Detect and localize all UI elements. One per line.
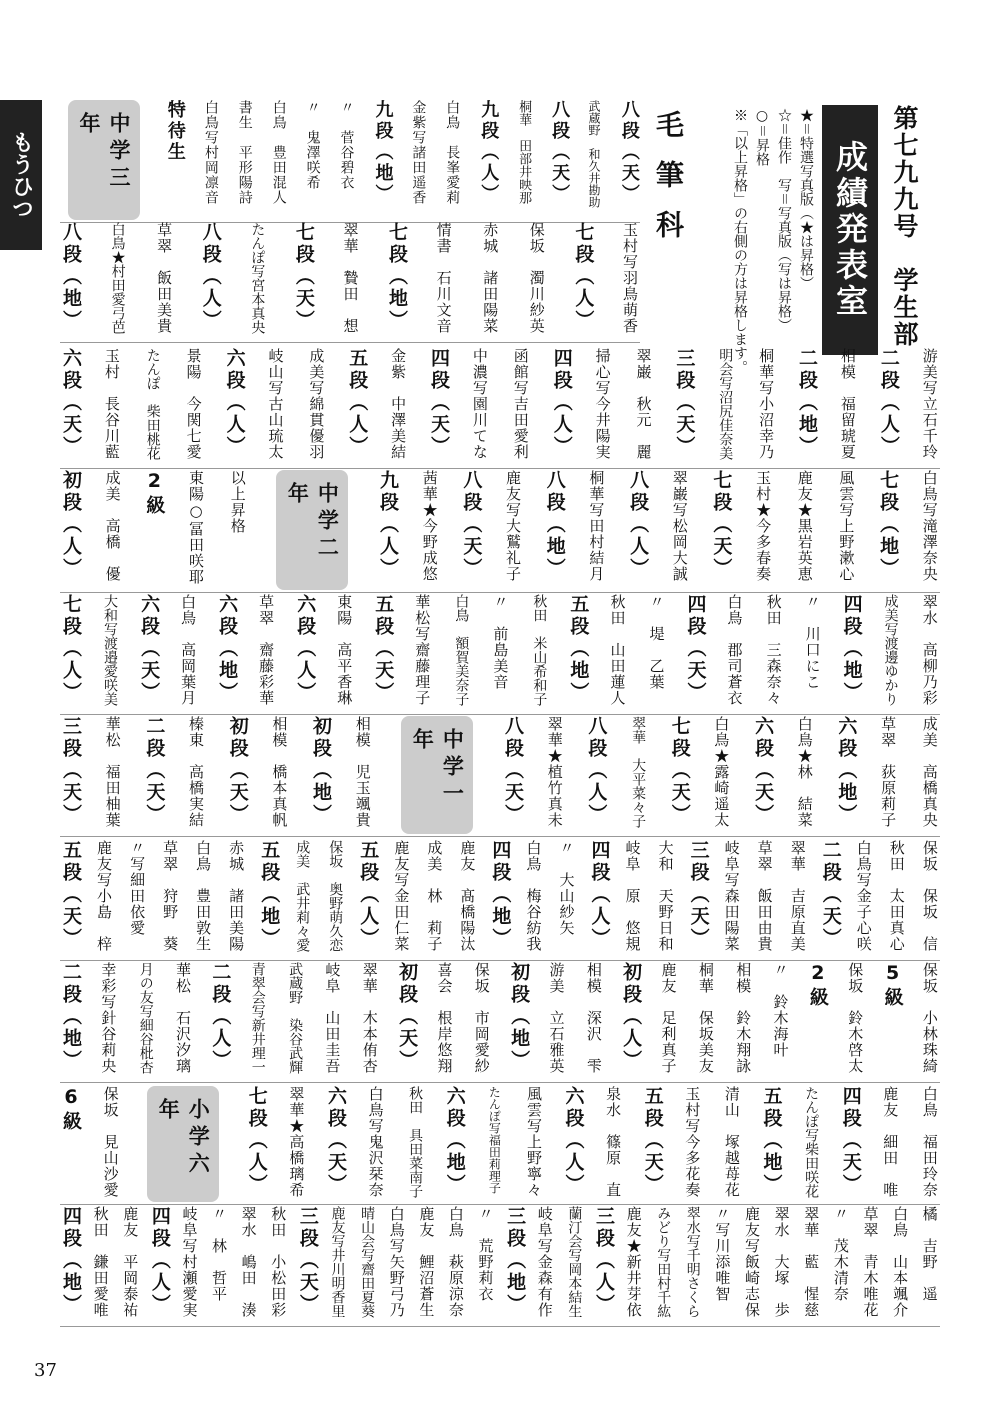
student-entry: 翠水 高柳乃彩 <box>920 594 939 706</box>
rank-heading: 六段（地） <box>216 594 239 704</box>
student-entry: 〃 菅谷碧衣 <box>338 100 355 190</box>
student-entry: 掃心写今井陽実 <box>593 348 612 460</box>
results-band <box>60 100 640 220</box>
student-entry: 清山 塚越苺花 <box>722 1086 741 1198</box>
student-entry: 草翠 飯田由貴 <box>755 840 774 952</box>
student-entry: 草翠 飯田美貴 <box>155 222 174 334</box>
band-divider <box>60 468 940 469</box>
section-title-block <box>822 105 878 355</box>
rank-heading: 三段（天） <box>60 716 82 826</box>
student-entry: 成美写綿貫優羽 <box>307 348 326 460</box>
student-entry: 鹿友★黒岩英恵 <box>795 470 814 582</box>
student-entry: 白鳥★露崎遥太 <box>712 716 731 828</box>
student-entry: 草翠 狩野 葵 <box>161 840 180 952</box>
student-entry: 白鳥★村田愛弓芭 <box>109 222 126 334</box>
student-entry: 武蔵野 和久井勘助 <box>586 100 601 208</box>
student-entry: 武蔵野 染谷武輝 <box>287 962 304 1074</box>
student-entry: 秋田 太田真心 <box>887 840 906 952</box>
rank-heading: 八段（人） <box>585 716 608 826</box>
student-entry: 月の友写細谷枇杏 <box>137 962 154 1074</box>
rank-heading: 初段（地） <box>508 962 531 1072</box>
rank-heading: 五段（天） <box>60 840 82 950</box>
student-entry: 大和写渡邉愛咲美 <box>102 594 119 706</box>
student-entry: 鹿友写金田仁菜 <box>392 840 411 952</box>
rank-heading: 七段（天） <box>292 222 315 332</box>
student-entry: 草翠 荻原莉子 <box>879 716 898 828</box>
rank-heading: 初段（人） <box>620 962 643 1072</box>
student-entry: 草翠 青木唯花 <box>861 1206 880 1318</box>
rank-heading: 四段（人） <box>148 1206 171 1316</box>
rank-heading: 六段（人） <box>562 1086 585 1196</box>
rank-heading: 四段（天） <box>839 1086 862 1196</box>
rank-heading: 初段（天） <box>396 962 419 1072</box>
rank-heading: 六段（天） <box>138 594 161 704</box>
student-entry: 翠華★高橋璃希 <box>287 1086 306 1198</box>
rank-heading: 五段（地） <box>258 840 281 950</box>
section-title: 成績発表室 <box>831 140 869 320</box>
rank-heading: 七段（人） <box>60 594 82 704</box>
student-entry: 玉村★今多春奏 <box>754 470 773 582</box>
rank-heading: 七段（天） <box>668 716 691 826</box>
rank-heading: 七段（人） <box>572 222 595 332</box>
student-entry: 書生 平形陽詩 <box>236 100 253 205</box>
rank-heading: 八段（天） <box>549 100 571 205</box>
student-entry: 東陽○冨田咲耶 <box>187 470 206 585</box>
student-entry: 白鳥 豊田混人 <box>270 100 287 205</box>
student-entry: 白鳥写鬼沢栞奈 <box>366 1086 385 1198</box>
rank-heading: 二段（人） <box>209 962 232 1072</box>
student-entry: 白鳥写村岡凛音 <box>202 100 219 205</box>
results-band <box>60 962 940 1080</box>
student-entry: 相模 橋本真帆 <box>270 716 289 828</box>
student-entry: 〃 堤 乙葉 <box>647 594 666 690</box>
rank-heading: 九段（地） <box>372 100 394 205</box>
rank-heading: 六段（人） <box>294 594 317 704</box>
student-entry: 相模 深沢 雫 <box>584 962 603 1074</box>
rank-heading: 二段（地） <box>796 348 819 458</box>
band-divider <box>60 714 940 715</box>
student-entry: 鹿友 足利真子 <box>659 962 678 1074</box>
rank-heading: 五段（人） <box>346 348 369 458</box>
student-entry: 白鳥 萩原涼奈 <box>446 1206 465 1318</box>
student-entry: 華松 石沢汐璃 <box>174 962 193 1074</box>
legend <box>730 108 816 374</box>
student-entry: 游美写立石千玲 <box>920 348 939 460</box>
legend-line: ☆＝佳作 写＝写真版（写は昇格） <box>776 108 792 332</box>
student-entry: 相模 福留琥夏 <box>838 348 857 460</box>
rank-heading: 八段（人） <box>199 222 222 332</box>
student-entry: 桐華 田部井映那 <box>516 100 532 204</box>
student-entry: 相模 児玉颯貴 <box>353 716 372 828</box>
student-entry: 翠巌 秋元 麗 <box>634 348 653 460</box>
rank-heading: 五段（天） <box>372 594 395 704</box>
student-entry: 秋田 鎌田愛唯 <box>91 1206 110 1318</box>
rank-heading: 七段（天） <box>710 470 733 580</box>
rank-heading: 五段（天） <box>641 1086 664 1196</box>
rank-heading: 四段（地） <box>840 594 863 704</box>
rank-heading: 三段（人） <box>592 1206 615 1316</box>
student-entry: 桐華 保坂美友 <box>696 962 715 1074</box>
student-entry: 白鳥 福田玲奈 <box>920 1086 939 1198</box>
student-entry: 保坂 鈴木啓太 <box>846 962 865 1074</box>
student-entry: 秋田 小松田彩 <box>269 1206 288 1318</box>
student-entry: たんぽ写福田莉理子 <box>487 1086 502 1194</box>
student-entry: 成美 高橋真央 <box>920 716 939 828</box>
rank-heading: 五段（地） <box>760 1086 783 1196</box>
student-entry: 〃 林 哲平 <box>210 1206 229 1302</box>
student-entry: 秋田 米山希和子 <box>531 594 548 706</box>
student-entry: 金紫 中澤美結 <box>389 348 408 460</box>
student-entry: 翠華 吉原直美 <box>788 840 807 952</box>
legend-line: ○＝昇格 <box>754 108 770 166</box>
rank-heading: 二段（天） <box>819 840 842 950</box>
student-entry: 青翠会写新井理一 <box>249 962 266 1074</box>
subject-title: 毛筆科 <box>652 110 685 260</box>
rank-heading: 初段（地） <box>310 716 333 826</box>
results-band <box>60 1086 940 1202</box>
student-entry: 岐阜 山田圭吾 <box>323 962 342 1074</box>
student-entry: 成美 林 莉子 <box>425 840 444 952</box>
student-entry: 赤城 諸田陽菜 <box>481 222 500 334</box>
grade-badge: 中学一年 <box>401 716 473 834</box>
student-entry: 景陽 今関七愛 <box>184 348 203 460</box>
rank-heading: 七段（人） <box>245 1086 268 1196</box>
rank-heading: 九段（人） <box>478 100 500 205</box>
student-entry: 白鳥写滝澤奈央 <box>920 470 939 582</box>
rank-heading: 六段（地） <box>835 716 858 826</box>
student-entry: 白鳥写矢野弓乃 <box>387 1206 406 1318</box>
rank-heading: 四段（地） <box>489 840 512 950</box>
student-entry: 保坂 市岡愛紗 <box>472 962 491 1074</box>
student-entry: 晴山会写齋田夏葵 <box>359 1206 376 1318</box>
rank-heading: 四段（人） <box>588 840 611 950</box>
rank-heading: 八段（天） <box>618 100 640 205</box>
rank-heading: 三段（天） <box>673 348 696 458</box>
student-entry: 成美写渡邊ゆかり <box>882 594 899 706</box>
student-entry: 白鳥写金子心咲 <box>854 840 873 952</box>
grade-badge: 中学三年 <box>68 100 140 220</box>
rank-heading: 四段（天） <box>428 348 451 458</box>
student-entry: 〃写細田依愛 <box>128 840 147 936</box>
student-entry: 保坂 奥野萌久恋 <box>327 840 344 952</box>
student-entry: 明会写沼尻佳奈美 <box>717 348 734 460</box>
student-entry: 保坂 濁川紗英 <box>527 222 546 334</box>
student-entry: 保坂 保坂 信 <box>920 840 939 952</box>
rank-heading: 八段（天） <box>460 470 483 580</box>
results-band <box>60 348 940 466</box>
student-entry: 風雲写上野漱心 <box>837 470 856 582</box>
student-entry: 白鳥 山本颯介 <box>891 1206 910 1318</box>
student-entry: 白鳥 長峯愛莉 <box>444 100 461 205</box>
student-entry: 鹿友 細田 唯 <box>881 1086 900 1198</box>
student-entry: 白鳥 梅谷紡我 <box>524 840 543 952</box>
student-entry: 鹿友★新井芽依 <box>624 1206 643 1318</box>
student-entry: たんぽ写宮本真央 <box>249 222 266 334</box>
side-tab: もうひつ <box>0 100 42 250</box>
student-entry: 〃 茂木清奈 <box>831 1206 850 1302</box>
student-entry: 白鳥★林 結菜 <box>795 716 814 828</box>
rank-heading: 三段（天） <box>687 840 710 950</box>
rank-heading: 6級 <box>60 1086 82 1133</box>
student-entry: 〃 川口にこ <box>803 594 822 690</box>
grade-badge: 中学二年 <box>276 470 348 590</box>
band-divider <box>60 592 940 593</box>
rank-heading: 八段（人） <box>627 470 650 580</box>
student-entry: 白鳥 高岡葉月 <box>179 594 198 706</box>
rank-heading: 2級 <box>143 470 166 517</box>
student-entry: 鹿友 平岡泰祐 <box>121 1206 140 1318</box>
student-entry: 中濃写園川てな <box>470 348 489 460</box>
student-entry: みどり写田村千紘 <box>655 1206 672 1318</box>
results-band <box>60 222 640 340</box>
student-entry: 鹿友写井川明香里 <box>329 1206 346 1318</box>
student-entry: 玉村写今多花奏 <box>683 1086 702 1198</box>
band-divider <box>60 1082 940 1083</box>
student-entry: 秋田 具田菜南子 <box>407 1086 424 1198</box>
rank-heading: 六段（天） <box>324 1086 347 1196</box>
student-entry: 鹿友 髙橋陽汰 <box>458 840 477 952</box>
results-band <box>60 716 940 834</box>
student-entry: 桐華写田村結月 <box>587 470 606 582</box>
student-entry: 秋田 山田蓮人 <box>608 594 627 706</box>
rank-heading: 四段（人） <box>550 348 573 458</box>
student-entry: 鹿友写大鷲礼子 <box>504 470 523 582</box>
legend-line: ★＝特選写真版（★は昇格） <box>798 108 814 290</box>
student-entry: 茜華★今野成悠 <box>420 470 439 582</box>
band-divider <box>60 836 940 837</box>
student-entry: 相模 鈴木翔詠 <box>734 962 753 1074</box>
student-entry: たんぽ写柴田咲花 <box>803 1086 820 1198</box>
results-band <box>60 470 940 590</box>
student-entry: 翠水写千明さくら <box>684 1206 701 1318</box>
student-entry: 玉村写羽鳥萌香 <box>620 222 639 334</box>
student-entry: 成美 高橋 優 <box>103 470 122 582</box>
student-entry: 鹿友 鯉沼蒼生 <box>417 1206 436 1318</box>
rank-heading: 七段（地） <box>386 222 409 332</box>
student-entry: 游美 立石雅英 <box>547 962 566 1074</box>
rank-heading: 六段（天） <box>60 348 82 458</box>
rank-heading: 六段（天） <box>752 716 775 826</box>
rank-heading: 特待生 <box>164 100 186 163</box>
student-entry: 以上昇格 <box>228 470 247 534</box>
grade-badge: 小学六年 <box>147 1086 219 1202</box>
student-entry: 翠水 大塚 歩 <box>772 1206 791 1318</box>
student-entry: 〃写川添唯智 <box>713 1206 732 1302</box>
rank-heading: 二段（地） <box>60 962 82 1072</box>
results-band <box>60 594 940 712</box>
student-entry: 翠華 大平菜々子 <box>630 716 647 828</box>
student-entry: 成美 武井莉々愛 <box>294 840 311 952</box>
student-entry: 蘭汀会写岡本結生 <box>566 1206 583 1318</box>
rank-heading: 八段（地） <box>543 470 566 580</box>
student-entry: 鹿友写飯崎志保 <box>743 1206 762 1318</box>
student-entry: 榛東 高橋実結 <box>187 716 206 828</box>
student-entry: 翠華★植竹真未 <box>545 716 564 828</box>
rank-heading: 五段（人） <box>357 840 380 950</box>
legend-line: ※「以上昇格」の右側の方は昇格します。 <box>732 108 748 374</box>
student-entry: 桐華写小沼幸乃 <box>757 348 776 460</box>
student-entry: 翠華 贄田 想 <box>341 222 360 334</box>
student-entry: 華松 福田柚葉 <box>103 716 122 828</box>
rank-heading: 三段（天） <box>296 1206 319 1316</box>
results-band <box>60 1206 940 1324</box>
rank-heading: 三段（地） <box>504 1206 527 1316</box>
issue-title: 第七九九号 学生部 <box>890 105 919 348</box>
rank-heading: 七段（地） <box>877 470 900 580</box>
band-divider <box>60 342 640 343</box>
student-entry: 岐阜写森田陽菜 <box>722 840 741 952</box>
rank-heading: 四段（天） <box>684 594 707 704</box>
student-entry: 岐阜 原 悠規 <box>623 840 642 952</box>
rank-heading: 2級 <box>806 962 829 1009</box>
student-entry: 岐山写古山琉太 <box>266 348 285 460</box>
page-number: 37 <box>34 1360 57 1381</box>
student-entry: 喜会 根岸悠翔 <box>435 962 454 1074</box>
student-entry: たんぽ 柴田桃花 <box>144 348 161 460</box>
student-entry: 翠巌写松岡大誠 <box>670 470 689 582</box>
rank-heading: 六段（人） <box>223 348 246 458</box>
student-entry: 情書 石川文音 <box>434 222 453 334</box>
rank-heading: 初段（天） <box>226 716 249 826</box>
rank-heading: 八段（地） <box>60 222 82 332</box>
student-entry: 〃 荒野莉衣 <box>476 1206 495 1302</box>
rank-heading: 九段（人） <box>377 470 400 580</box>
student-entry: 泉水 篠原 直 <box>604 1086 623 1198</box>
student-entry: 岐阜写村瀬愛実 <box>180 1206 199 1318</box>
student-entry: 橘 吉野 遥 <box>920 1206 939 1302</box>
student-entry: 赤城 諸田美陽 <box>227 840 246 952</box>
student-entry: 〃 鈴木海叶 <box>771 962 790 1058</box>
band-divider <box>60 1326 940 1327</box>
rank-heading: 五段（地） <box>567 594 590 704</box>
student-entry: 翠華 藍 惺慈 <box>802 1206 821 1318</box>
results-band <box>60 840 940 958</box>
student-entry: 金紫写諸田遥香 <box>410 100 427 205</box>
rank-heading: 二段（天） <box>143 716 166 826</box>
rank-heading: 5級 <box>881 962 904 1009</box>
student-entry: 白鳥 額賀美奈子 <box>453 594 470 706</box>
student-entry: 保坂 小林珠綺 <box>920 962 939 1074</box>
student-entry: 岐阜写金森有作 <box>535 1206 554 1318</box>
student-entry: 白鳥 郡司蒼衣 <box>725 594 744 706</box>
rank-heading: 初段（人） <box>60 470 82 580</box>
student-entry: 幸彩写針谷莉央 <box>99 962 118 1074</box>
student-entry: 保坂 見山沙愛 <box>101 1086 120 1198</box>
rank-heading: 八段（天） <box>502 716 525 826</box>
student-entry: 函館写吉田愛利 <box>511 348 530 460</box>
student-entry: 風雲写上野寧々 <box>524 1086 543 1198</box>
student-entry: 翠水 嶋田 湊 <box>239 1206 258 1318</box>
band-divider <box>60 960 940 961</box>
student-entry: 〃 鬼澤咲希 <box>304 100 321 190</box>
student-entry: 華松写齋藤理子 <box>413 594 432 706</box>
student-entry: 〃 大山紗矢 <box>557 840 576 936</box>
student-entry: 翠華 木本侑杏 <box>360 962 379 1074</box>
student-entry: 大和 天野日和 <box>656 840 675 952</box>
rank-heading: 二段（人） <box>877 348 900 458</box>
student-entry: 草翠 齋藤彩華 <box>257 594 276 706</box>
student-entry: 鹿友写小島 梓 <box>95 840 114 952</box>
student-entry: 〃 前島美音 <box>491 594 510 690</box>
rank-heading: 四段（地） <box>60 1206 82 1316</box>
student-entry: 玉村 長谷川藍 <box>102 348 121 460</box>
band-divider <box>60 1204 940 1205</box>
student-entry: 秋田 三森奈々 <box>764 594 783 706</box>
rank-heading: 六段（地） <box>443 1086 466 1196</box>
student-entry: 白鳥 豊田敦生 <box>194 840 213 952</box>
student-entry: 東陽 高平香琳 <box>335 594 354 706</box>
